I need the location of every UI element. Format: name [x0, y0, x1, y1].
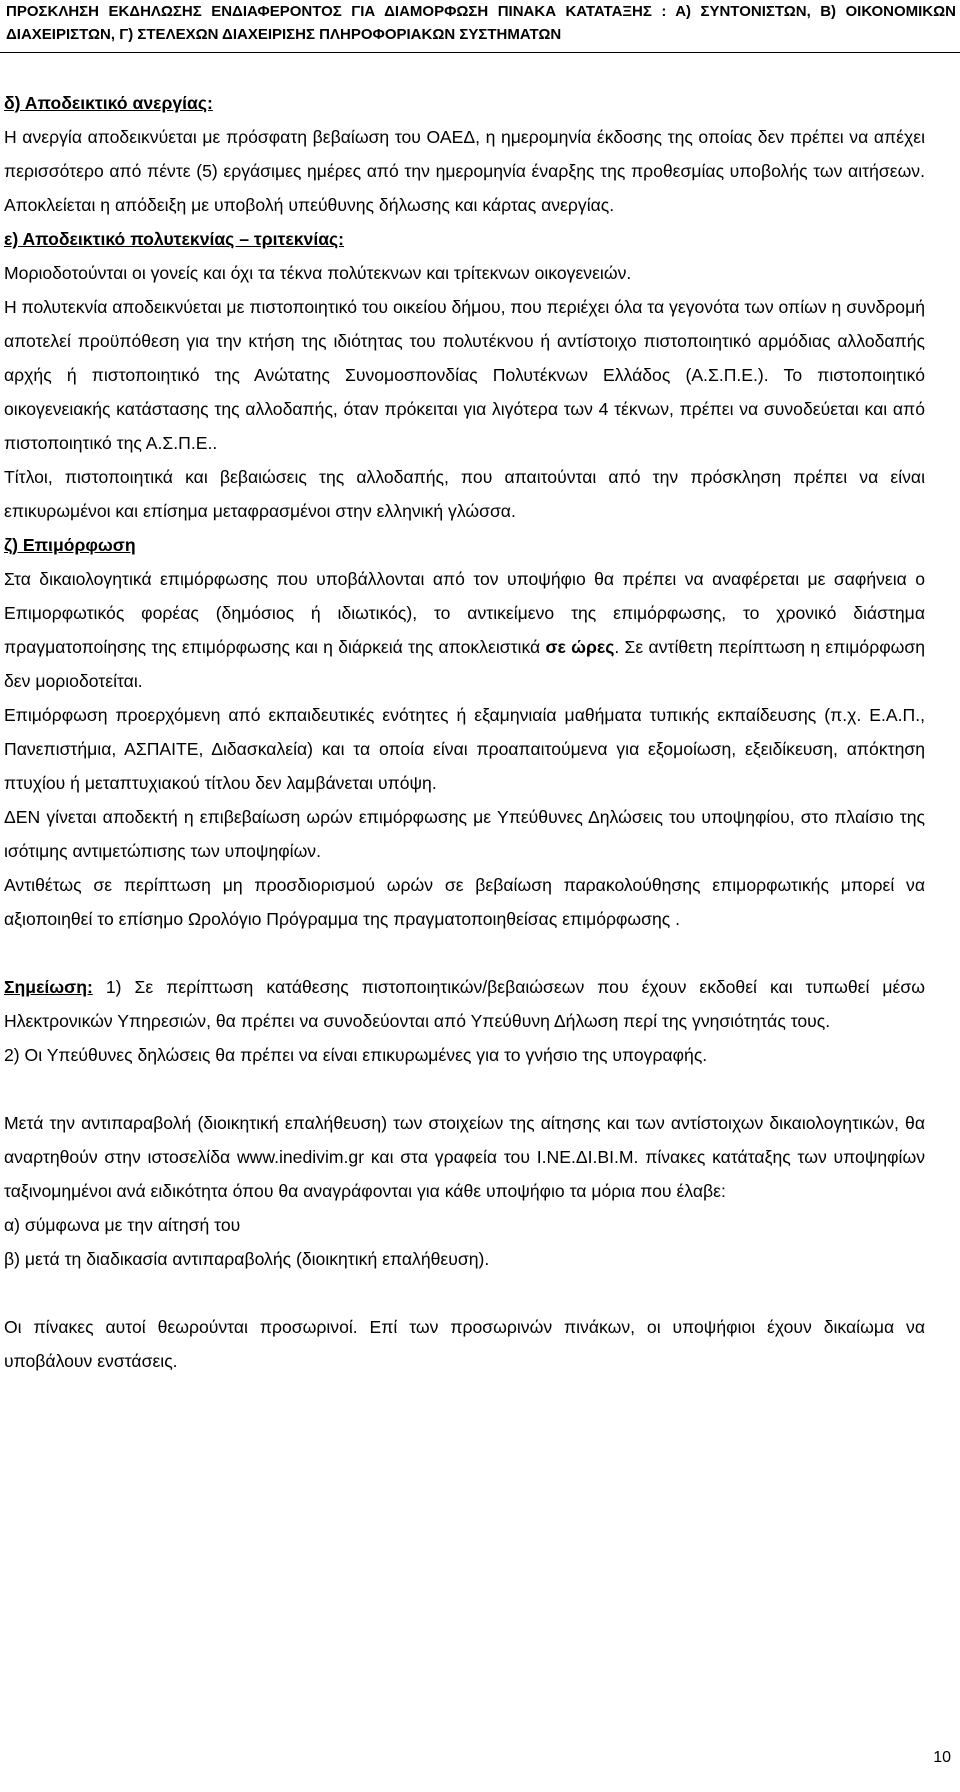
paragraph-note-2: 2) Οι Υπεύθυνες δηλώσεις θα πρέπει να είναι επικυρωμένες για το γνήσιο της υπογραφής. [4, 1045, 708, 1065]
paragraph-training-curriculum: Αντιθέτως σε περίπτωση μη προσδιορισμού ωρών σε βεβαίωση παρακολούθησης επιμορφωτικής μπορεί να αξιοποιηθεί το επίσημο Ωρολόγιο Πρόγραμμα της πραγματοποιηθείσας επιμόρφωσης . [4, 875, 925, 929]
page-body [4, 86, 925, 1378]
section-large-family [4, 222, 925, 528]
paragraph-foreign-documents: Τίτλοι, πιστοποιητικά και βεβαιώσεις της αλλοδαπής, που απαιτούνται από την πρόσκληση πρέπει να είναι επικυρωμένοι και επίσημα μεταφρασμένοι στην ελληνική γλώσσα. [4, 467, 925, 521]
paragraph-unemployment: Η ανεργία αποδεικνύεται με πρόσφατη βεβαίωση του ΟΑΕΔ, η ημερομηνία έκδοσης της οποίας δεν πρέπει να απέχει περισσότερο από πέντε (5) εργάσιμες ημέρες από την ημερομηνία έναρξης της προθεσμίας υποβολής των αιτήσεων. Αποκλείεται η απόδειξη με υποβολή υπεύθυνης δήλωσης και κάρτας ανεργίας. [4, 127, 925, 215]
section-heading-large-family: ε) Αποδεικτικό πολυτεκνίας – τριτεκνίας: [4, 229, 345, 249]
note-label: Σημείωση: [4, 977, 93, 997]
paragraph-training-excluded: Επιμόρφωση προερχόμενη από εκπαιδευτικές ενότητες ή εξαμηνιαία μαθήματα τυπικής εκπαίδευσης (π.χ. Ε.Α.Π., Πανεπιστήμια, ΑΣΠΑΙΤΕ, Διδασκαλεία) και τα οποία είναι προαπαιτούμενα για εξομοίωση, εξειδίκευση, απόκτηση πτυχίου ή μεταπτυχιακού τίτλου δεν λαμβάνεται υπόψη. [4, 705, 925, 793]
section-note [4, 970, 925, 1072]
section-heading-training: ζ) Επιμόρφωση [4, 535, 136, 555]
page-number: 10 [933, 1749, 951, 1766]
section-heading-unemployment: δ) Αποδεικτικό ανεργίας: [4, 93, 213, 113]
paragraph-note-1: Σημείωση: 1) Σε περίπτωση κατάθεσης πιστοποιητικών/βεβαιώσεων που έχουν εκδοθεί και τυπωθεί μέσω Ηλεκτρονικών Υπηρεσιών, θα πρέπει να συνοδεύονται από Υπεύθυνη Δήλωση περί της γνησιότητάς τους. [4, 977, 925, 1031]
section-unemployment [4, 86, 925, 222]
emphasis-hours: σε ώρες [545, 637, 615, 657]
section-training [4, 528, 925, 936]
header-divider [0, 52, 960, 53]
document-header: ΠΡΟΣΚΛΗΣΗ ΕΚΔΗΛΩΣΗΣ ΕΝΔΙΑΦΕΡΟΝΤΟΣ ΓΙΑ ΔΙΑΜΟΡΦΩΣΗ ΠΙΝΑΚΑ ΚΑΤΑΤΑΞΗΣ : Α) ΣΥΝΤΟΝΙΣΤΩΝ, Β) ΟΙΚΟΝΟΜΙΚΩΝ ΔΙΑΧΕΙΡΙΣΤΩΝ, Γ) ΣΤΕΛΕΧΩΝ ΔΙΑΧΕΙΡΙΣΗΣ ΠΛΗΡΟΦΟΡΙΑΚΩΝ ΣΥΣΤΗΜΑΤΩΝ [6, 3, 956, 43]
paragraph-comparison: Μετά την αντιπαραβολή (διοικητική επαλήθευση) των στοιχείων της αίτησης και των αντίστοιχων δικαιολογητικών, θα αναρτηθούν στην ιστοσελίδα www.inedivim.gr και στα γραφεία του Ι.ΝΕ.ΔΙ.ΒΙ.Μ. πίνακες κατάταξης των υποψηφίων ταξινομημένοι ανά ειδικότητα όπου θα αναγράφονται για κάθε υποψήφιο τα μόρια που έλαβε: [4, 1113, 925, 1201]
paragraph-provisional-tables: Οι πίνακες αυτοί θεωρούνται προσωρινοί. Επί των προσωρινών πινάκων, οι υποψήφιοι έχουν δικαίωμα να υποβάλουν ενστάσεις. [4, 1317, 925, 1371]
paragraph-large-family-eligibility: Μοριοδοτούνται οι γονείς και όχι τα τέκνα πολύτεκνων και τρίτεκνων οικογενειών. [4, 263, 632, 283]
paragraph-large-family-proof: Η πολυτεκνία αποδεικνύεται με πιστοποιητικό του οικείου δήμου, που περιέχει όλα τα γεγονότα των οπίων η συνδρομή αποτελεί προϋπόθεση για την κτήση της ιδιότητας του πολυτέκνου ή αντίστοιχο πιστοποιητικό αρμόδιας αλλοδαπής αρχής ή πιστοποιητικό της Ανώτατης Συνομοσπονδίας Πολυτέκνων Ελλάδος (Α.Σ.Π.Ε.). Το πιστοποιητικό οικογενειακής κατάστασης της αλλοδαπής, όταν πρόκειται για λιγότερα των 4 τέκνων, πρέπει να συνοδεύεται και από πιστοποιητικό της Α.Σ.Π.Ε.. [4, 297, 925, 453]
section-objections [4, 1106, 925, 1378]
list-item-a: α) σύμφωνα με την αίτησή του [4, 1215, 241, 1235]
list-item-b: β) μετά τη διαδικασία αντιπαραβολής (διοικητική επαλήθευση). [4, 1249, 490, 1269]
paragraph-training-requirements: Στα δικαιολογητικά επιμόρφωσης που υποβάλλονται από τον υποψήφιο θα πρέπει να αναφέρεται με σαφήνεια ο Επιμορφωτικός φορέας (δημόσιος ή ιδιωτικός), το αντικείμενο της επιμόρφωσης, το χρονικό διάστημα πραγματοποίησης της επιμόρφωσης και η διάρκειά της αποκλειστικά σε ώρες. Σε αντίθετη περίπτωση η επιμόρφωση δεν μοριοδοτείται. [4, 569, 926, 691]
paragraph-training-declarations: ΔΕΝ γίνεται αποδεκτή η επιβεβαίωση ωρών επιμόρφωσης με Υπεύθυνες Δηλώσεις του υποψηφίου, στο πλαίσιο της ισότιμης αντιμετώπισης των υποψηφίων. [4, 807, 925, 861]
